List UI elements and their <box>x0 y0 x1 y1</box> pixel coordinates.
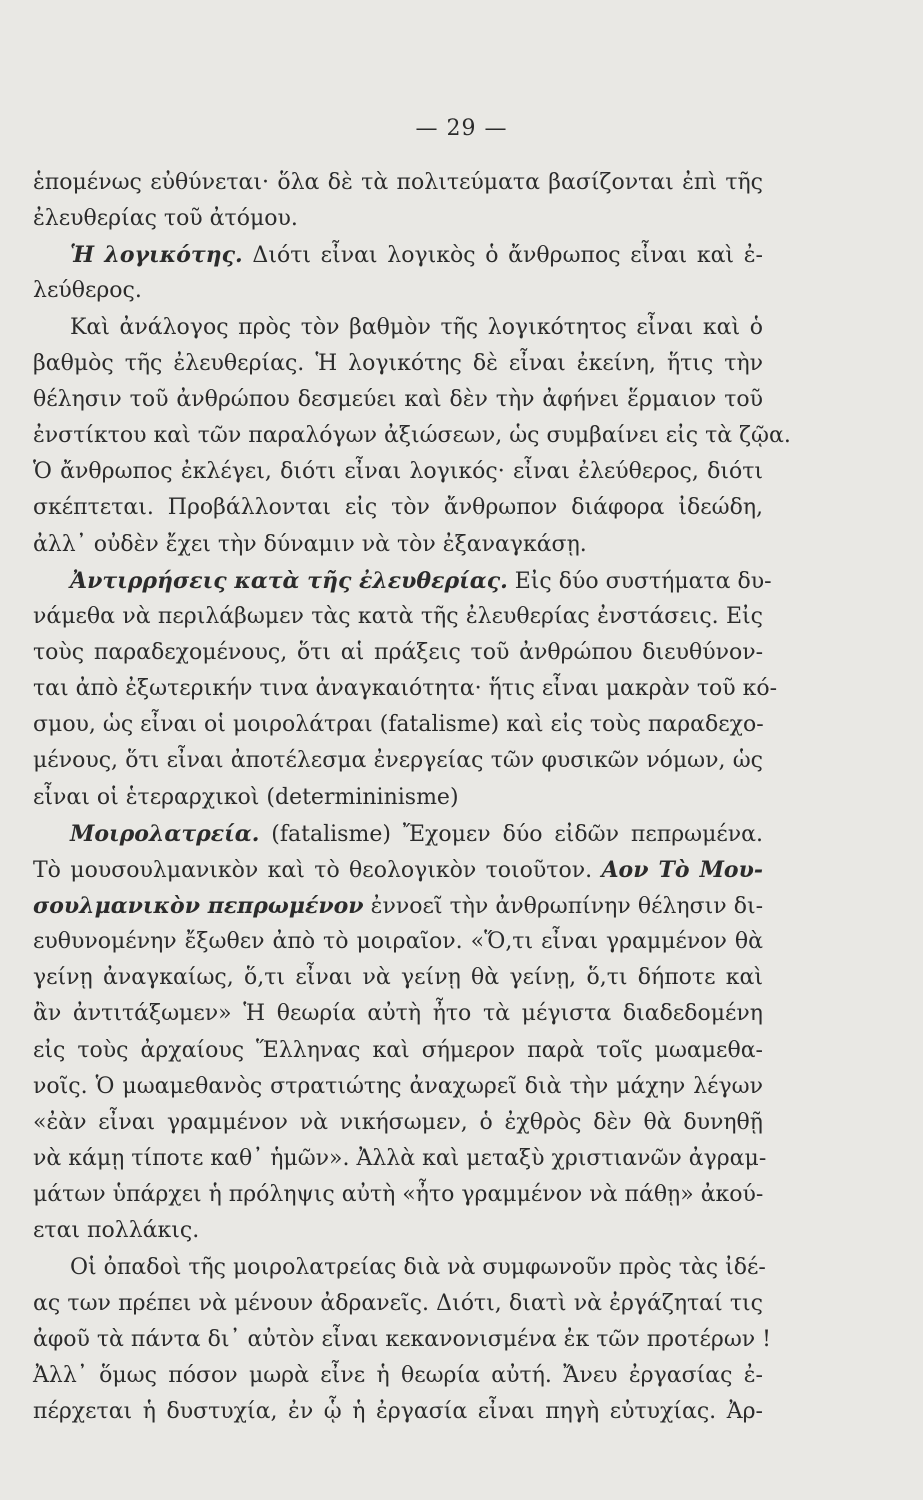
text-line <box>33 1036 763 1066</box>
text-line <box>33 999 763 1029</box>
text-line <box>33 855 763 886</box>
text-line <box>33 1108 763 1138</box>
text-run: ἐνστίκτου καὶ τῶν παραλόγων ἀξιώσεων, ὡς συμβαίνει εἰς τὰ ζῷα. <box>33 423 791 449</box>
text-run: βαθμὸς τῆς ἐλευθερίας. Ἡ λογικότης δὲ εἶναι ἐκείνη, ἥτις τὴν <box>33 350 763 376</box>
text-run: Καὶ ἀνάλογος πρὸς τὸν βαθμὸν τῆς λογικότητος εἶναι καὶ ὁ <box>70 314 763 340</box>
text-line <box>33 168 763 198</box>
text-line <box>33 493 763 523</box>
text-line <box>33 1397 763 1427</box>
text-line <box>33 1144 767 1174</box>
text-run: ἑπομένως εὐθύνεται· ὅλα δὲ τὰ πολιτεύματα βασίζονται ἐπὶ τῆς <box>33 170 763 195</box>
text-run: θέλησιν τοῦ ἀνθρώπου δεσμεύει καὶ δὲν τὴν ἀφήνει ἕρμαιον τοῦ <box>33 386 763 412</box>
text-run: εται πολλάκις. <box>33 1218 200 1244</box>
text-line <box>70 819 763 850</box>
text-run: μένους, ὅτι εἶναι ἀποτέλεσμα ἐνεργείας τῶν φυσικῶν νόμων, ὡς <box>33 748 763 774</box>
text-run: Ἀλλ᾽ ὅμως πόσον μωρὰ εἶνε ἡ θεωρία αὐτή. Ἄνευ ἐργασίας ἐ- <box>33 1362 763 1388</box>
text-line <box>33 276 763 306</box>
text-run: Εἰς δύο συστήματα δυ- <box>507 568 772 594</box>
section-heading: Αον Τὸ Μου- <box>601 856 763 883</box>
text-run: «ἐὰν εἶναι γραμμένον νὰ νικήσωμεν, ὁ ἐχθρὸς δὲν θὰ δυνηθῇ <box>33 1109 763 1135</box>
text-run: Διότι εἶναι λογικὸς ὁ ἄνθρωπος εἶναι καὶ ἐ- <box>242 243 763 269</box>
text-line <box>70 1253 766 1283</box>
section-heading: Ἀντιρρήσεις κατὰ τῆς ἐλευθερίας. <box>70 567 508 594</box>
text-line <box>33 530 763 560</box>
text-run: νὰ κάμῃ τίποτε καθ᾽ ἡμῶν». Ἀλλὰ καὶ μεταξὺ χριστιανῶν ἀγραμ- <box>33 1146 767 1172</box>
text-run: λεύθερος. <box>33 278 142 304</box>
text-line <box>70 240 763 271</box>
section-heading: Μοιρολατρεία. <box>70 820 260 847</box>
text-run: πέρχεται ἡ δυστυχία, ἐν ᾧ ἡ ἐργασία εἶναι πηγὴ εὐτυχίας. Ἀρ- <box>33 1399 763 1425</box>
text-run: σμου, ὡς εἶναι οἱ μοιρολάτραι (fatalisme) καὶ εἰς τοὺς παραδεχο- <box>33 712 764 738</box>
text-line <box>33 674 778 704</box>
text-run: τοὺς παραδεχομένους, ὅτι αἱ πράξεις τοῦ ἀνθρώπου διευθύνον- <box>33 639 763 665</box>
text-run: ας των πρέπει νὰ μένουν ἀδρανεῖς. Διότι, διατὶ νὰ ἐργάζηταί τις <box>33 1290 763 1316</box>
section-heading: σουλμανικὸν πεπρωμένον <box>33 893 364 919</box>
text-run: ἀλλ᾽ οὐδὲν ἔχει τὴν δύναμιν νὰ τὸν ἐξαναγκάσῃ. <box>33 531 587 557</box>
text-run: ἀφοῦ τὰ πάντα δι᾽ αὐτὸν εἶναι κεκανονισμένα ἐκ τῶν προτέρων ! <box>33 1326 771 1352</box>
text-line <box>33 1072 763 1102</box>
text-run: εἰς τοὺς ἀρχαίους Ἕλληνας καὶ σήμερον παρὰ τοῖς μωαμεθα- <box>33 1037 763 1063</box>
text-line <box>33 1216 763 1246</box>
text-line <box>33 421 791 451</box>
text-run: νάμεθα νὰ περιλάβωμεν τὰς κατὰ τῆς ἐλευθερίας ἐνστάσεις. Εἰς <box>33 603 763 629</box>
text-run: ἐννοεῖ τὴν ἀνθρωπίνην θέλησιν δι- <box>363 894 764 919</box>
text-line <box>33 1180 763 1210</box>
text-run: ἂν ἀντιτάξωμεν» Ἡ θεωρία αὐτὴ ἦτο τὰ μέγιστα διαδεδομένη <box>33 1001 763 1027</box>
text-run: ται ἀπὸ ἐξωτερικήν τινα ἀναγκαιότητα· ἥτις εἶναι μακρὰν τοῦ κό- <box>33 676 778 702</box>
text-line <box>33 963 763 993</box>
text-run: μάτων ὑπάρχει ἡ πρόληψις αὐτὴ «ἦτο γραμμένον νὰ πάθῃ» ἀκού- <box>33 1182 764 1208</box>
text-line <box>33 1325 771 1355</box>
text-line <box>33 602 763 632</box>
text-run: ἐλευθερίας τοῦ ἀτόμου. <box>33 206 298 232</box>
text-line <box>33 1289 763 1319</box>
text-line <box>33 891 763 922</box>
text-line <box>33 746 763 776</box>
text-line <box>33 710 763 740</box>
text-line <box>70 566 772 597</box>
text-line <box>33 457 763 487</box>
text-line <box>33 927 763 957</box>
text-run: Τὸ μουσουλμανικὸν καὶ τὸ θεολογικὸν τοιοῦτον. <box>33 857 602 883</box>
text-line <box>33 349 763 379</box>
text-line <box>33 783 763 813</box>
text-line <box>33 385 763 415</box>
section-heading: Ἡ λογικότης. <box>70 242 243 269</box>
text-run: (fatalisme) Ἔχομεν δύο εἰδῶν πεπρωμένα. <box>259 821 763 847</box>
text-run: Ὁ ἄνθρωπος ἐκλέγει, διότι εἶναι λογικός· εἶναι ἐλεύθερος, διότι <box>33 459 763 485</box>
text-run: εἶναι οἱ ἑτεραρχικοὶ (determininisme) <box>33 784 459 810</box>
text-run: ευθυνομένην ἔξωθεν ἀπὸ τὸ μοιραῖον. «Ὅ,τι εἶναι γραμμένον θὰ <box>33 929 763 955</box>
text-run: σκέπτεται. Προβάλλονται εἰς τὸν ἄνθρωπον διάφορα ἰδεώδη, <box>33 495 763 521</box>
page-number: — 29 — <box>415 116 508 141</box>
text-run: Οἱ ὀπαδοὶ τῆς μοιρολατρείας διὰ νὰ συμφωνοῦν πρὸς τὰς ἰδέ- <box>70 1254 766 1280</box>
text-run: νοῖς. Ὁ μωαμεθανὸς στρατιώτης ἀναχωρεῖ διὰ τὴν μάχην λέγων <box>33 1073 763 1099</box>
text-line <box>33 204 763 234</box>
text-line <box>33 1361 763 1391</box>
text-line <box>33 638 763 668</box>
text-run: γείνῃ ἀναγκαίως, ὅ,τι εἶναι νὰ γείνῃ θὰ γείνῃ, ὅ,τι δήποτε καὶ <box>33 965 763 991</box>
text-line <box>70 313 763 343</box>
